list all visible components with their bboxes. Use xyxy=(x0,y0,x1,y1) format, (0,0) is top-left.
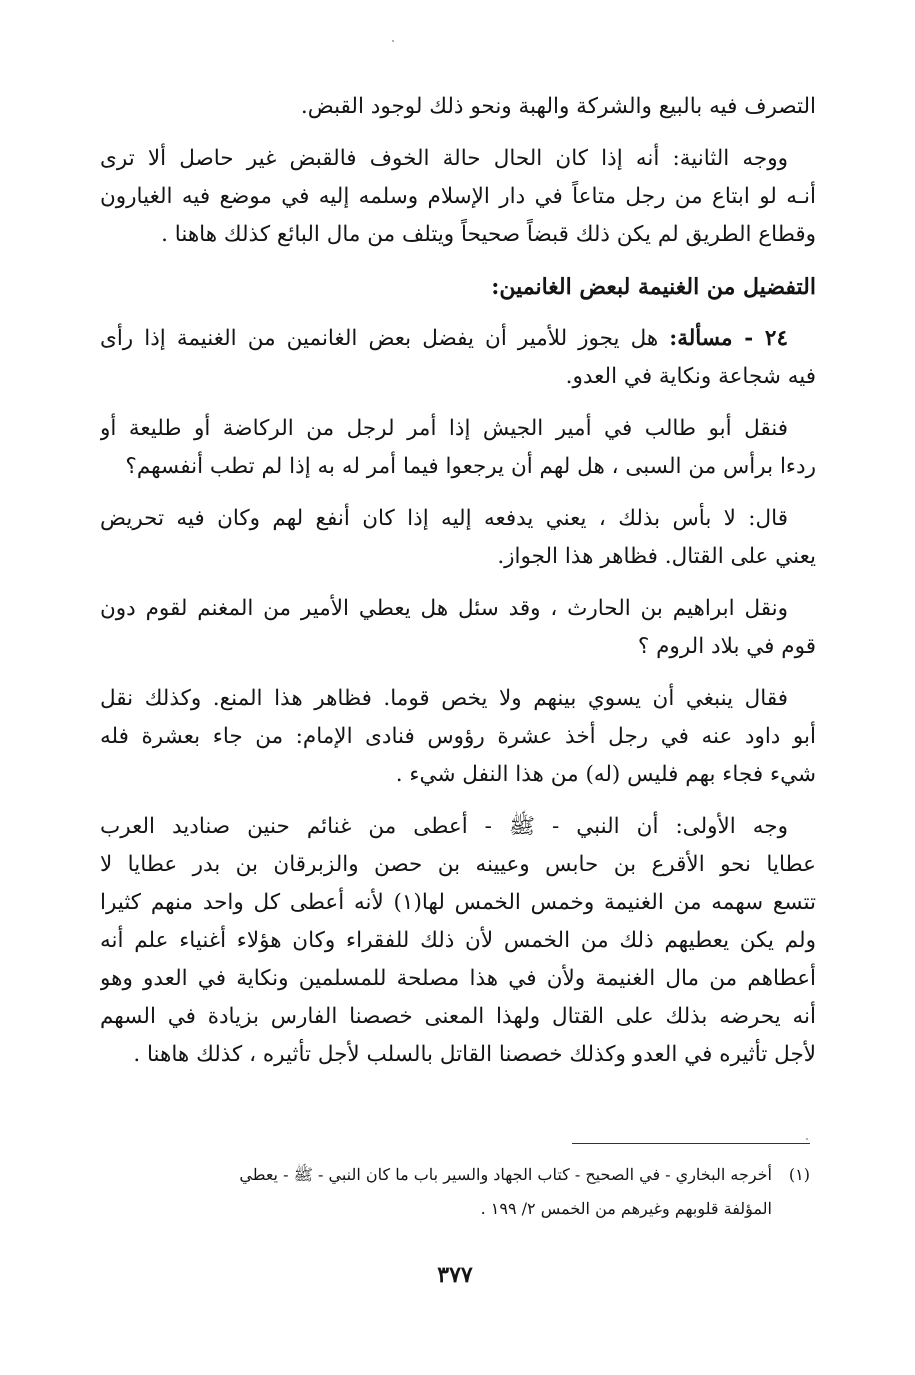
paragraph-3 xyxy=(100,320,816,396)
paragraph-2 xyxy=(100,140,816,254)
paragraph-8 xyxy=(100,808,816,1074)
text-line: ونقل ابراهيم بن الحارث ، وقد سئل هل يعطي الأمير من المغنم لقوم دون xyxy=(100,596,788,621)
paragraph-6 xyxy=(100,590,816,666)
text-line: ردءا برأس من السبى ، هل لهم أن يرجعوا فيما أمر له به إذا لم تطب أنفسهم؟ xyxy=(125,454,816,479)
section-heading: التفضيل من الغنيمة لبعض الغانمين: xyxy=(491,274,816,300)
text-line: يعني على القتال. فظاهر هذا الجواز. xyxy=(497,544,816,569)
page-number: ٣٧٧ xyxy=(437,1262,473,1288)
footnote-line xyxy=(112,1158,810,1192)
footnote-text: أخرجه البخاري - في الصحيح - كتاب الجهاد والسير باب ما كان النبي - ﷺ - يعطي xyxy=(239,1165,772,1184)
text-line: ووجه الثانية: أنه إذا كان الحال حالة الخوف فالقبض غير حاصل ألا ترى xyxy=(100,146,788,171)
text-line: ولم يكن يعطيهم ذلك من الخمس لأن ذلك للفقراء وكان هؤلاء أغنياء علم أنه xyxy=(100,928,816,953)
text-line: قال: لا بأس بذلك ، يعني يدفعه إليه إذا كان أنفع لهم وكان فيه تحريض xyxy=(100,506,788,531)
text-line: التصرف فيه بالبيع والشركة والهبة ونحو ذلك لوجود القبض. xyxy=(300,94,816,119)
text-line: فنقل أبو طالب في أمير الجيش إذا أمر لرجل من الركاضة أو طليعة أو xyxy=(100,416,788,441)
text-line: فيه شجاعة ونكاية في العدو. xyxy=(565,364,816,389)
text-line: أبو داود عنه في رجل أخذ عشرة رؤوس فنادى الإمام: من جاء بعشرة فله xyxy=(100,724,816,749)
text-line: أنـه لو ابتاع من رجل متاعاً في دار الإسلام وسلمه إليه في موضع فيه الغيارون xyxy=(100,184,816,209)
paragraph-4 xyxy=(100,410,816,486)
footnote-line: المؤلفة قلوبهم وغيرهم من الخمس ٢/ ١٩٩ . xyxy=(480,1199,772,1218)
text-line: أعطاهم من مال الغنيمة ولأن في هذا مصلحة للمسلمين ونكاية في العدو وهو xyxy=(100,966,816,991)
main-text xyxy=(100,88,816,1088)
footnotes xyxy=(112,1158,810,1226)
text-line: فقال ينبغي أن يسوي بينهم ولا يخص قوما. فظاهر هذا المنع. وكذلك نقل xyxy=(100,686,788,711)
issue-number: ٢٤ - مسألة: xyxy=(669,326,788,351)
text-line: قوم في بلاد الروم ؟ xyxy=(637,634,816,659)
text-line: عطايا نحو الأقرع بن حابس وعيينه بن حصن والزبرقان بن بدر عطايا لا xyxy=(100,852,816,877)
paragraph-1 xyxy=(100,88,816,126)
paragraph-7 xyxy=(100,680,816,794)
text-line: لأجل تأثيره في العدو وكذلك خصصنا القاتل بالسلب لأجل تأثيره ، كذلك هاهنا . xyxy=(133,1042,816,1067)
footnote-marker: (١) xyxy=(788,1165,810,1184)
text-line: وقطاع الطريق لم يكن ذلك قبضاً صحيحاً ويتلف من مال البائع كذلك هاهنا . xyxy=(161,222,816,247)
scan-speck xyxy=(806,1138,808,1140)
text-line: شيء فجاء بهم فليس (له) من هذا النفل شيء . xyxy=(395,762,816,787)
text-line xyxy=(100,320,816,358)
text-line: وجه الأولى: أن النبي - ﷺ - أعطى من غنائم حنين صناديد العرب xyxy=(100,814,788,839)
footnote-divider xyxy=(572,1143,810,1144)
text-line: أنه يحرضه بذلك على القتال ولهذا المعنى خصصنا الفارس بزيادة في السهم xyxy=(100,1004,816,1029)
text-segment: هل يجوز للأمير أن يفضل بعض الغانمين من الغنيمة إذا رأى xyxy=(100,326,659,351)
text-line: تتسع سهمه من الغنيمة وخمس الخمس لها(١) لأنه أعطى كل واحد منهم كثيرا xyxy=(100,890,816,915)
paragraph-5 xyxy=(100,500,816,576)
scan-speck xyxy=(392,40,394,42)
footnote-1 xyxy=(112,1158,810,1226)
